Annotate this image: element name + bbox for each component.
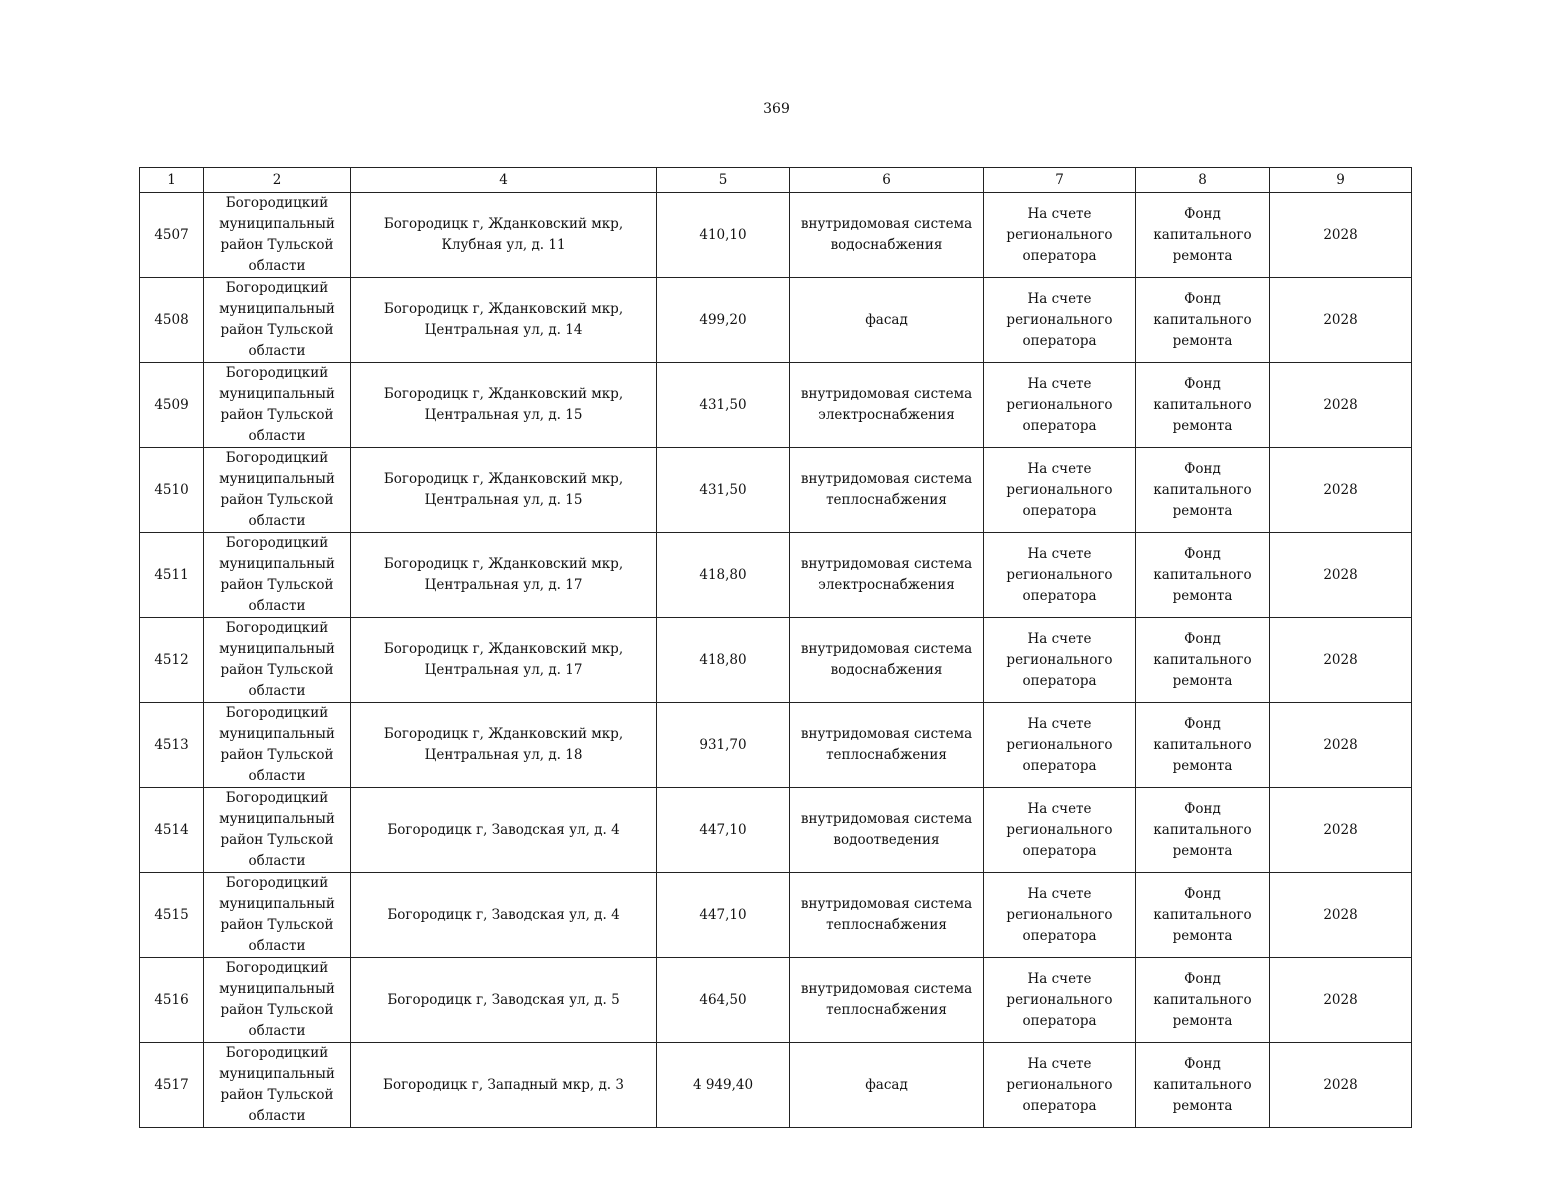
funding-cell: Фонд капитального ремонта xyxy=(1136,1043,1270,1128)
work-type-cell: фасад xyxy=(790,1043,984,1128)
address-cell: Богородицк г, Заводская ул, д. 5 xyxy=(351,958,657,1043)
page-number: 369 xyxy=(763,101,790,117)
header-cell: 8 xyxy=(1136,168,1270,193)
address-cell: Богородицк г, Западный мкр, д. 3 xyxy=(351,1043,657,1128)
area-cell: 418,80 xyxy=(657,618,790,703)
table-row xyxy=(140,1043,1412,1128)
funding-cell: Фонд капитального ремонта xyxy=(1136,958,1270,1043)
table-body xyxy=(140,193,1412,1128)
record-number-cell: 4508 xyxy=(140,278,204,363)
funding-cell: Фонд капитального ремонта xyxy=(1136,533,1270,618)
municipality-cell: Богородицкий муниципальный район Тульской области xyxy=(204,278,351,363)
account-cell: На счете регионального оператора xyxy=(984,1043,1136,1128)
account-cell: На счете регионального оператора xyxy=(984,703,1136,788)
record-number-cell: 4514 xyxy=(140,788,204,873)
address-cell: Богородицк г, Жданковский мкр, Центральная ул, д. 15 xyxy=(351,448,657,533)
table-row xyxy=(140,448,1412,533)
funding-cell: Фонд капитального ремонта xyxy=(1136,448,1270,533)
table-row xyxy=(140,193,1412,278)
record-number-cell: 4512 xyxy=(140,618,204,703)
funding-cell: Фонд капитального ремонта xyxy=(1136,193,1270,278)
address-cell: Богородицк г, Заводская ул, д. 4 xyxy=(351,788,657,873)
work-type-cell: внутридомовая система теплоснабжения xyxy=(790,703,984,788)
table-row xyxy=(140,533,1412,618)
funding-cell: Фонд капитального ремонта xyxy=(1136,363,1270,448)
work-type-cell: внутридомовая система теплоснабжения xyxy=(790,958,984,1043)
header-cell: 1 xyxy=(140,168,204,193)
registry-table xyxy=(139,167,1412,1128)
area-cell: 418,80 xyxy=(657,533,790,618)
year-cell: 2028 xyxy=(1270,533,1412,618)
header-cell: 7 xyxy=(984,168,1136,193)
municipality-cell: Богородицкий муниципальный район Тульской области xyxy=(204,1043,351,1128)
table-row xyxy=(140,788,1412,873)
municipality-cell: Богородицкий муниципальный район Тульской области xyxy=(204,363,351,448)
record-number-cell: 4511 xyxy=(140,533,204,618)
municipality-cell: Богородицкий муниципальный район Тульской области xyxy=(204,958,351,1043)
area-cell: 431,50 xyxy=(657,363,790,448)
area-cell: 447,10 xyxy=(657,873,790,958)
table-row xyxy=(140,703,1412,788)
year-cell: 2028 xyxy=(1270,873,1412,958)
year-cell: 2028 xyxy=(1270,363,1412,448)
year-cell: 2028 xyxy=(1270,703,1412,788)
municipality-cell: Богородицкий муниципальный район Тульской области xyxy=(204,533,351,618)
municipality-cell: Богородицкий муниципальный район Тульской области xyxy=(204,788,351,873)
header-cell: 2 xyxy=(204,168,351,193)
year-cell: 2028 xyxy=(1270,618,1412,703)
account-cell: На счете регионального оператора xyxy=(984,533,1136,618)
municipality-cell: Богородицкий муниципальный район Тульской области xyxy=(204,193,351,278)
table-row xyxy=(140,618,1412,703)
table-row xyxy=(140,278,1412,363)
account-cell: На счете регионального оператора xyxy=(984,193,1136,278)
area-cell: 431,50 xyxy=(657,448,790,533)
record-number-cell: 4513 xyxy=(140,703,204,788)
area-cell: 464,50 xyxy=(657,958,790,1043)
record-number-cell: 4510 xyxy=(140,448,204,533)
address-cell: Богородицк г, Жданковский мкр, Центральная ул, д. 17 xyxy=(351,533,657,618)
account-cell: На счете регионального оператора xyxy=(984,448,1136,533)
year-cell: 2028 xyxy=(1270,193,1412,278)
header-row xyxy=(140,168,1412,193)
area-cell: 410,10 xyxy=(657,193,790,278)
municipality-cell: Богородицкий муниципальный район Тульской области xyxy=(204,618,351,703)
account-cell: На счете регионального оператора xyxy=(984,873,1136,958)
account-cell: На счете регионального оператора xyxy=(984,278,1136,363)
work-type-cell: внутридомовая система электроснабжения xyxy=(790,363,984,448)
year-cell: 2028 xyxy=(1270,958,1412,1043)
table-header xyxy=(140,168,1412,193)
year-cell: 2028 xyxy=(1270,448,1412,533)
work-type-cell: внутридомовая система водоснабжения xyxy=(790,193,984,278)
record-number-cell: 4516 xyxy=(140,958,204,1043)
funding-cell: Фонд капитального ремонта xyxy=(1136,278,1270,363)
area-cell: 4 949,40 xyxy=(657,1043,790,1128)
account-cell: На счете регионального оператора xyxy=(984,958,1136,1043)
work-type-cell: внутридомовая система теплоснабжения xyxy=(790,448,984,533)
municipality-cell: Богородицкий муниципальный район Тульской области xyxy=(204,703,351,788)
year-cell: 2028 xyxy=(1270,1043,1412,1128)
account-cell: На счете регионального оператора xyxy=(984,618,1136,703)
work-type-cell: внутридомовая система электроснабжения xyxy=(790,533,984,618)
municipality-cell: Богородицкий муниципальный район Тульской области xyxy=(204,448,351,533)
work-type-cell: внутридомовая система теплоснабжения xyxy=(790,873,984,958)
address-cell: Богородицк г, Заводская ул, д. 4 xyxy=(351,873,657,958)
year-cell: 2028 xyxy=(1270,278,1412,363)
funding-cell: Фонд капитального ремонта xyxy=(1136,618,1270,703)
address-cell: Богородицк г, Жданковский мкр, Центральная ул, д. 15 xyxy=(351,363,657,448)
funding-cell: Фонд капитального ремонта xyxy=(1136,873,1270,958)
area-cell: 499,20 xyxy=(657,278,790,363)
account-cell: На счете регионального оператора xyxy=(984,363,1136,448)
account-cell: На счете регионального оператора xyxy=(984,788,1136,873)
address-cell: Богородицк г, Жданковский мкр, Центральная ул, д. 18 xyxy=(351,703,657,788)
work-type-cell: внутридомовая система водоснабжения xyxy=(790,618,984,703)
table-row xyxy=(140,873,1412,958)
funding-cell: Фонд капитального ремонта xyxy=(1136,703,1270,788)
header-cell: 4 xyxy=(351,168,657,193)
work-type-cell: внутридомовая система водоотведения xyxy=(790,788,984,873)
area-cell: 447,10 xyxy=(657,788,790,873)
record-number-cell: 4509 xyxy=(140,363,204,448)
header-cell: 5 xyxy=(657,168,790,193)
funding-cell: Фонд капитального ремонта xyxy=(1136,788,1270,873)
record-number-cell: 4507 xyxy=(140,193,204,278)
table-row xyxy=(140,958,1412,1043)
year-cell: 2028 xyxy=(1270,788,1412,873)
record-number-cell: 4515 xyxy=(140,873,204,958)
address-cell: Богородицк г, Жданковский мкр, Центральная ул, д. 17 xyxy=(351,618,657,703)
address-cell: Богородицк г, Жданковский мкр, Клубная ул, д. 11 xyxy=(351,193,657,278)
municipality-cell: Богородицкий муниципальный район Тульской области xyxy=(204,873,351,958)
work-type-cell: фасад xyxy=(790,278,984,363)
header-cell: 9 xyxy=(1270,168,1412,193)
address-cell: Богородицк г, Жданковский мкр, Центральная ул, д. 14 xyxy=(351,278,657,363)
record-number-cell: 4517 xyxy=(140,1043,204,1128)
table-row xyxy=(140,363,1412,448)
header-cell: 6 xyxy=(790,168,984,193)
area-cell: 931,70 xyxy=(657,703,790,788)
